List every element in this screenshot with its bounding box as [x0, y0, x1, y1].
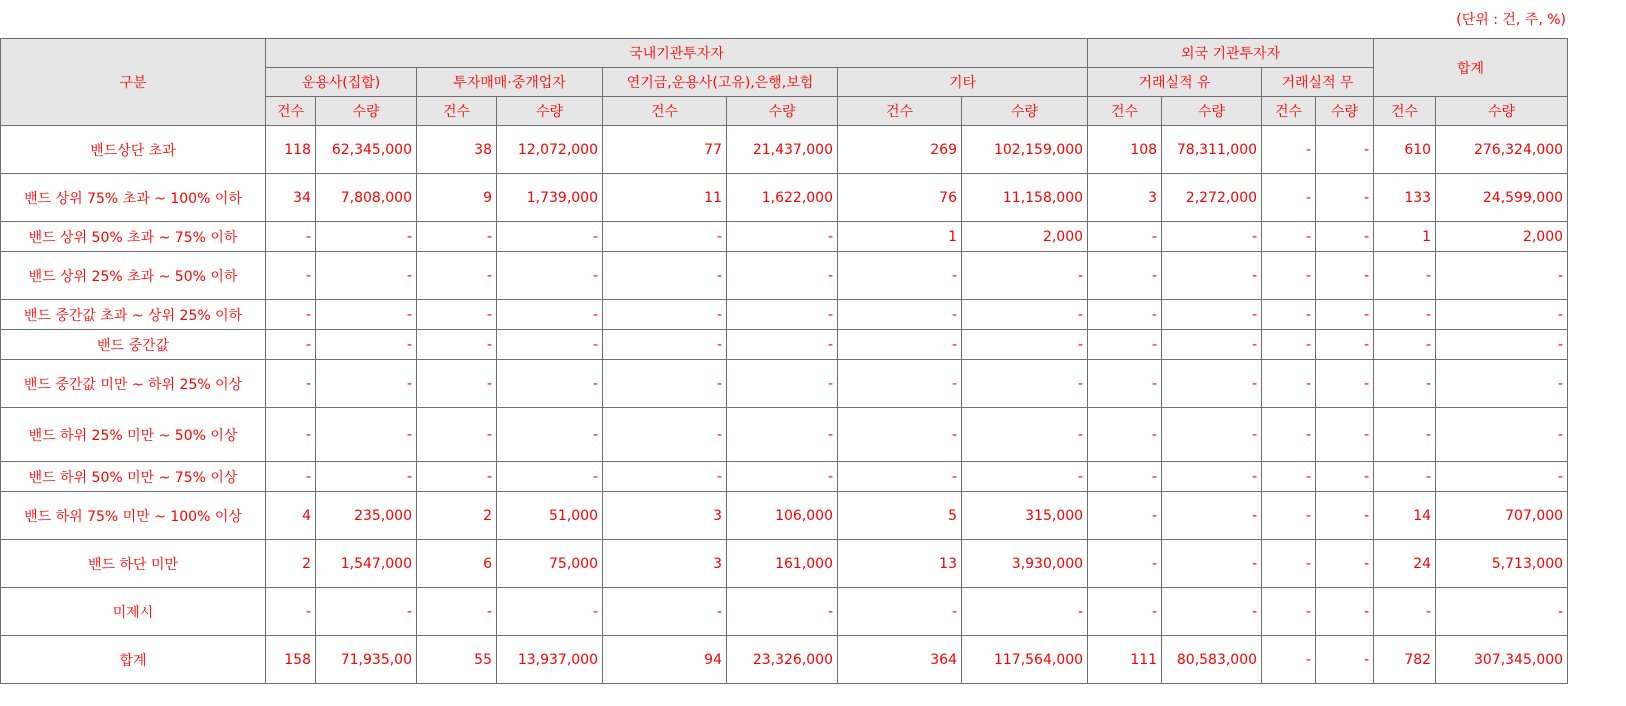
- cell-quantity: -: [962, 330, 1088, 360]
- cell-count: -: [417, 588, 497, 636]
- row-label: 밴드 상위 25% 초과 ~ 50% 이하: [1, 252, 266, 300]
- table-row: [1, 174, 1568, 222]
- header-count: 건수: [603, 97, 727, 126]
- cell-count: -: [1262, 540, 1316, 588]
- header-count: 건수: [1088, 97, 1162, 126]
- cell-count: -: [1262, 462, 1316, 492]
- table-row: [1, 360, 1568, 408]
- cell-quantity: -: [316, 408, 417, 462]
- cell-quantity: -: [1162, 360, 1262, 408]
- cell-quantity: 276,324,000: [1436, 126, 1568, 174]
- cell-count: 782: [1374, 636, 1436, 684]
- table-row: [1, 540, 1568, 588]
- cell-count: -: [1262, 408, 1316, 462]
- cell-count: 5: [838, 492, 962, 540]
- cell-quantity: 13,937,000: [497, 636, 603, 684]
- cell-quantity: -: [1436, 408, 1568, 462]
- cell-count: -: [838, 408, 962, 462]
- row-label: 밴드 하위 25% 미만 ~ 50% 이상: [1, 408, 266, 462]
- cell-quantity: 2,000: [962, 222, 1088, 252]
- allocation-table-wrapper: [0, 38, 1567, 684]
- cell-count: -: [1374, 360, 1436, 408]
- cell-count: -: [266, 462, 316, 492]
- header-group-brokers: 투자매매·중개업자: [417, 68, 603, 97]
- header-quantity: 수량: [1436, 97, 1568, 126]
- cell-count: -: [1262, 360, 1316, 408]
- cell-count: -: [838, 330, 962, 360]
- cell-quantity: -: [316, 462, 417, 492]
- cell-quantity: -: [962, 588, 1088, 636]
- header-count: 건수: [838, 97, 962, 126]
- row-label: 밴드 중간값 초과 ~ 상위 25% 이하: [1, 300, 266, 330]
- cell-quantity: 23,326,000: [727, 636, 838, 684]
- header-group-others: 기타: [838, 68, 1088, 97]
- cell-count: 108: [1088, 126, 1162, 174]
- cell-count: -: [838, 462, 962, 492]
- cell-count: -: [1088, 540, 1162, 588]
- cell-quantity: -: [1436, 330, 1568, 360]
- cell-count: -: [603, 462, 727, 492]
- cell-quantity: -: [727, 408, 838, 462]
- cell-quantity: -: [962, 462, 1088, 492]
- row-label: 밴드 중간값 미만 ~ 하위 25% 이상: [1, 360, 266, 408]
- cell-quantity: -: [497, 588, 603, 636]
- cell-count: -: [603, 300, 727, 330]
- cell-quantity: -: [497, 462, 603, 492]
- cell-count: -: [1374, 588, 1436, 636]
- header-quantity: 수량: [727, 97, 838, 126]
- cell-count: 364: [838, 636, 962, 684]
- cell-quantity: 7,808,000: [316, 174, 417, 222]
- cell-count: 2: [266, 540, 316, 588]
- cell-quantity: 2,272,000: [1162, 174, 1262, 222]
- row-label: 미제시: [1, 588, 266, 636]
- cell-quantity: 71,935,00: [316, 636, 417, 684]
- cell-count: -: [1088, 588, 1162, 636]
- cell-quantity: 51,000: [497, 492, 603, 540]
- row-label: 밴드상단 초과: [1, 126, 266, 174]
- cell-count: 76: [838, 174, 962, 222]
- cell-count: 3: [1088, 174, 1162, 222]
- cell-count: -: [1088, 330, 1162, 360]
- unit-note: (단위 : 건, 주, %): [1456, 12, 1566, 28]
- cell-quantity: 161,000: [727, 540, 838, 588]
- cell-quantity: -: [1162, 252, 1262, 300]
- header-group-without-track-record: 거래실적 무: [1262, 68, 1374, 97]
- row-label: 합계: [1, 636, 266, 684]
- cell-quantity: -: [1162, 540, 1262, 588]
- cell-quantity: -: [1316, 588, 1374, 636]
- cell-count: -: [603, 588, 727, 636]
- cell-count: -: [1374, 300, 1436, 330]
- cell-quantity: -: [727, 588, 838, 636]
- cell-count: -: [1262, 252, 1316, 300]
- cell-quantity: 2,000: [1436, 222, 1568, 252]
- cell-quantity: -: [1436, 360, 1568, 408]
- cell-quantity: -: [727, 222, 838, 252]
- cell-quantity: 235,000: [316, 492, 417, 540]
- table-row: [1, 492, 1568, 540]
- cell-count: 2: [417, 492, 497, 540]
- cell-count: 3: [603, 492, 727, 540]
- cell-count: -: [1262, 222, 1316, 252]
- cell-count: -: [1262, 300, 1316, 330]
- cell-count: 610: [1374, 126, 1436, 174]
- cell-quantity: -: [1316, 222, 1374, 252]
- cell-count: -: [1374, 330, 1436, 360]
- cell-count: -: [603, 222, 727, 252]
- cell-quantity: 78,311,000: [1162, 126, 1262, 174]
- cell-quantity: -: [727, 462, 838, 492]
- cell-quantity: -: [497, 300, 603, 330]
- cell-count: -: [838, 360, 962, 408]
- cell-quantity: -: [1162, 222, 1262, 252]
- cell-quantity: -: [1316, 492, 1374, 540]
- cell-quantity: -: [316, 360, 417, 408]
- cell-quantity: -: [497, 408, 603, 462]
- cell-quantity: -: [1162, 330, 1262, 360]
- cell-quantity: 62,345,000: [316, 126, 417, 174]
- cell-quantity: -: [1436, 300, 1568, 330]
- cell-quantity: 21,437,000: [727, 126, 838, 174]
- cell-count: -: [266, 330, 316, 360]
- cell-quantity: -: [962, 360, 1088, 408]
- cell-quantity: -: [316, 222, 417, 252]
- cell-quantity: -: [1162, 492, 1262, 540]
- cell-count: 24: [1374, 540, 1436, 588]
- cell-quantity: -: [1316, 462, 1374, 492]
- cell-count: 55: [417, 636, 497, 684]
- cell-quantity: -: [1162, 408, 1262, 462]
- cell-count: 1: [838, 222, 962, 252]
- cell-quantity: -: [727, 330, 838, 360]
- cell-count: -: [417, 252, 497, 300]
- table-row: [1, 588, 1568, 636]
- cell-quantity: 80,583,000: [1162, 636, 1262, 684]
- table-row: [1, 252, 1568, 300]
- cell-quantity: 1,547,000: [316, 540, 417, 588]
- row-label: 밴드 하위 75% 미만 ~ 100% 이상: [1, 492, 266, 540]
- allocation-table: [0, 38, 1568, 684]
- table-row: [1, 462, 1568, 492]
- cell-count: -: [1088, 252, 1162, 300]
- cell-count: -: [603, 360, 727, 408]
- cell-count: -: [838, 300, 962, 330]
- cell-quantity: -: [1316, 300, 1374, 330]
- cell-quantity: -: [497, 360, 603, 408]
- cell-quantity: -: [316, 300, 417, 330]
- cell-count: -: [1374, 462, 1436, 492]
- header-group-with-track-record: 거래실적 유: [1088, 68, 1262, 97]
- cell-count: -: [417, 462, 497, 492]
- cell-quantity: 117,564,000: [962, 636, 1088, 684]
- table-row: [1, 126, 1568, 174]
- cell-quantity: 106,000: [727, 492, 838, 540]
- cell-count: 11: [603, 174, 727, 222]
- cell-count: -: [1374, 408, 1436, 462]
- cell-count: -: [417, 222, 497, 252]
- cell-quantity: -: [1162, 300, 1262, 330]
- cell-quantity: -: [1316, 360, 1374, 408]
- cell-quantity: -: [1316, 540, 1374, 588]
- cell-quantity: -: [962, 252, 1088, 300]
- header-category: 구분: [1, 39, 266, 126]
- cell-quantity: -: [1436, 588, 1568, 636]
- cell-count: 38: [417, 126, 497, 174]
- cell-count: -: [1262, 330, 1316, 360]
- header-quantity: 수량: [316, 97, 417, 126]
- cell-count: -: [1374, 252, 1436, 300]
- cell-quantity: -: [1316, 126, 1374, 174]
- cell-count: 34: [266, 174, 316, 222]
- cell-quantity: 12,072,000: [497, 126, 603, 174]
- cell-count: -: [417, 408, 497, 462]
- cell-quantity: 5,713,000: [1436, 540, 1568, 588]
- cell-count: -: [1262, 126, 1316, 174]
- cell-count: -: [603, 330, 727, 360]
- header-quantity: 수량: [1316, 97, 1374, 126]
- cell-count: 6: [417, 540, 497, 588]
- cell-quantity: 11,158,000: [962, 174, 1088, 222]
- cell-quantity: 315,000: [962, 492, 1088, 540]
- cell-count: -: [417, 360, 497, 408]
- cell-count: -: [1088, 360, 1162, 408]
- cell-quantity: 1,622,000: [727, 174, 838, 222]
- cell-quantity: -: [1316, 330, 1374, 360]
- row-label: 밴드 하단 미만: [1, 540, 266, 588]
- table-row: [1, 408, 1568, 462]
- cell-quantity: -: [727, 300, 838, 330]
- cell-quantity: -: [1316, 408, 1374, 462]
- cell-quantity: -: [497, 222, 603, 252]
- header-count: 건수: [1262, 97, 1316, 126]
- header-group-asset-manager-collective: 운용사(집합): [266, 68, 417, 97]
- cell-count: -: [266, 222, 316, 252]
- cell-count: -: [417, 330, 497, 360]
- cell-count: -: [266, 252, 316, 300]
- cell-count: -: [1088, 222, 1162, 252]
- cell-count: -: [838, 588, 962, 636]
- cell-quantity: -: [316, 330, 417, 360]
- header-foreign-investors: 외국 기관투자자: [1088, 39, 1374, 68]
- row-label: 밴드 하위 50% 미만 ~ 75% 이상: [1, 462, 266, 492]
- cell-quantity: 707,000: [1436, 492, 1568, 540]
- cell-count: -: [1088, 408, 1162, 462]
- cell-quantity: -: [962, 408, 1088, 462]
- row-label: 밴드 중간값: [1, 330, 266, 360]
- cell-quantity: -: [316, 588, 417, 636]
- header-quantity: 수량: [497, 97, 603, 126]
- cell-count: -: [1088, 300, 1162, 330]
- cell-count: 158: [266, 636, 316, 684]
- cell-count: -: [266, 300, 316, 330]
- cell-count: -: [838, 252, 962, 300]
- cell-quantity: -: [1436, 462, 1568, 492]
- row-label: 밴드 상위 50% 초과 ~ 75% 이하: [1, 222, 266, 252]
- cell-count: 269: [838, 126, 962, 174]
- cell-quantity: -: [1162, 588, 1262, 636]
- header-count: 건수: [417, 97, 497, 126]
- cell-count: 4: [266, 492, 316, 540]
- table-row: [1, 330, 1568, 360]
- cell-quantity: -: [1316, 636, 1374, 684]
- cell-quantity: 307,345,000: [1436, 636, 1568, 684]
- cell-count: 13: [838, 540, 962, 588]
- cell-quantity: -: [497, 252, 603, 300]
- table-row: [1, 300, 1568, 330]
- cell-quantity: -: [1162, 462, 1262, 492]
- row-label: 밴드 상위 75% 초과 ~ 100% 이하: [1, 174, 266, 222]
- cell-count: -: [603, 252, 727, 300]
- cell-count: -: [266, 360, 316, 408]
- cell-count: 111: [1088, 636, 1162, 684]
- cell-quantity: -: [1436, 252, 1568, 300]
- cell-count: 14: [1374, 492, 1436, 540]
- cell-quantity: 1,739,000: [497, 174, 603, 222]
- cell-quantity: 102,159,000: [962, 126, 1088, 174]
- cell-quantity: 75,000: [497, 540, 603, 588]
- cell-quantity: -: [316, 252, 417, 300]
- header-count: 건수: [1374, 97, 1436, 126]
- cell-count: -: [1088, 462, 1162, 492]
- cell-count: 118: [266, 126, 316, 174]
- header-quantity: 수량: [1162, 97, 1262, 126]
- table-body: [1, 126, 1568, 684]
- cell-quantity: -: [727, 360, 838, 408]
- cell-count: -: [1262, 174, 1316, 222]
- header-quantity: 수량: [962, 97, 1088, 126]
- cell-count: -: [1262, 588, 1316, 636]
- cell-count: -: [417, 300, 497, 330]
- cell-quantity: -: [1316, 252, 1374, 300]
- cell-count: 77: [603, 126, 727, 174]
- cell-count: -: [266, 588, 316, 636]
- header-domestic-investors: 국내기관투자자: [266, 39, 1088, 68]
- table-row: [1, 636, 1568, 684]
- cell-count: -: [266, 408, 316, 462]
- header-count: 건수: [266, 97, 316, 126]
- cell-quantity: -: [1316, 174, 1374, 222]
- header-total: 합계: [1374, 39, 1568, 97]
- cell-count: 1: [1374, 222, 1436, 252]
- cell-count: 94: [603, 636, 727, 684]
- header-group-pension-bank-insurance: 연기금,운용사(고유),은행,보험: [603, 68, 838, 97]
- cell-count: -: [603, 408, 727, 462]
- cell-count: 3: [603, 540, 727, 588]
- cell-count: -: [1262, 492, 1316, 540]
- table-row: [1, 222, 1568, 252]
- cell-count: 9: [417, 174, 497, 222]
- cell-count: -: [1262, 636, 1316, 684]
- cell-count: 133: [1374, 174, 1436, 222]
- cell-quantity: -: [962, 300, 1088, 330]
- cell-quantity: -: [727, 252, 838, 300]
- cell-quantity: -: [497, 330, 603, 360]
- cell-quantity: 3,930,000: [962, 540, 1088, 588]
- cell-count: -: [1088, 492, 1162, 540]
- cell-quantity: 24,599,000: [1436, 174, 1568, 222]
